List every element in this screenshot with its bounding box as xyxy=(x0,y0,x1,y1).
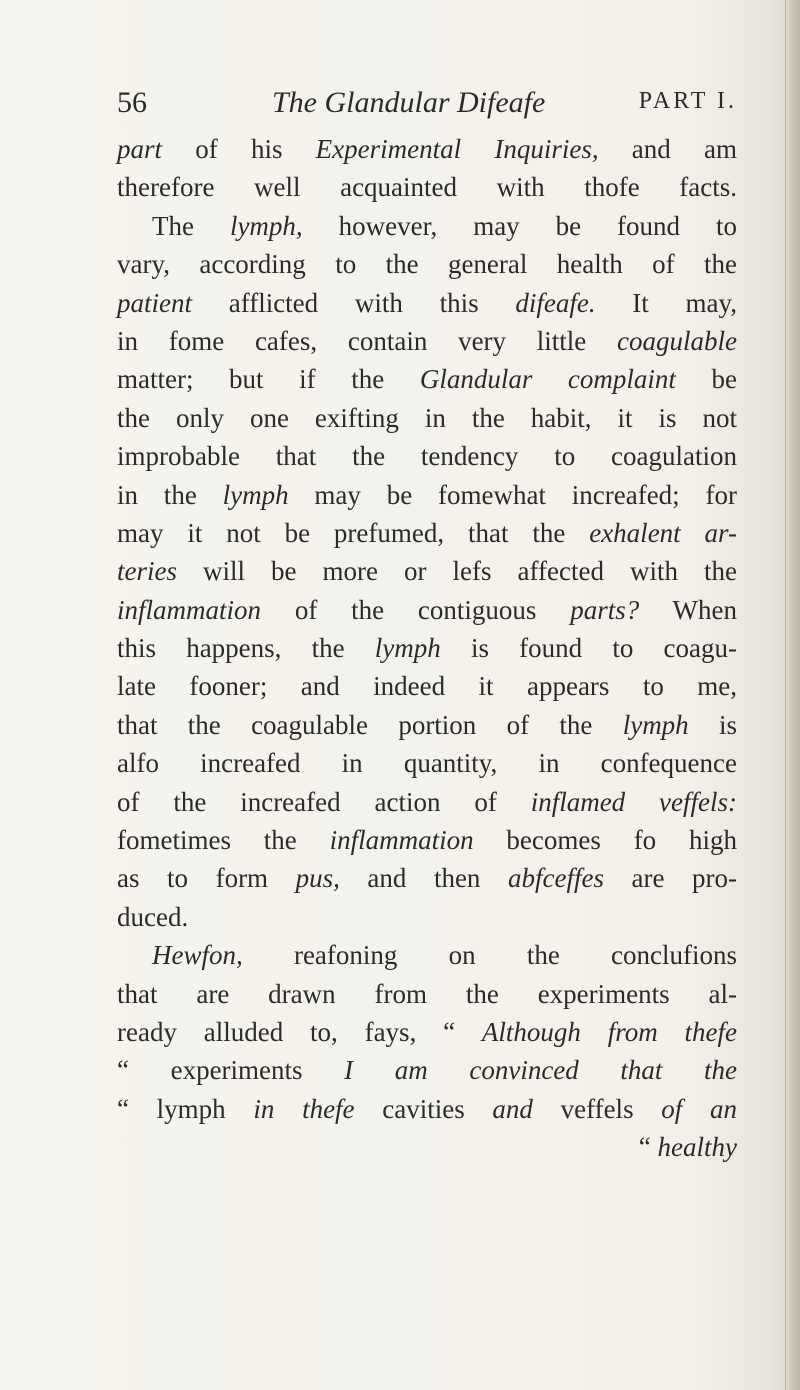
text-run: duced. xyxy=(117,901,189,932)
italic-run: abfceffes xyxy=(507,863,604,894)
italic-run: inflamed veffels: xyxy=(530,786,737,817)
text-line xyxy=(117,399,737,437)
text-line xyxy=(117,744,737,782)
text-run: that are drawn from the experiments al- xyxy=(117,978,737,1009)
text-run: When xyxy=(639,594,737,625)
text-run: ready alluded to, fays, “ xyxy=(117,1016,482,1047)
text-run: may it not be prefumed, that the xyxy=(117,517,590,548)
text-line xyxy=(117,284,737,322)
text-run: of the contiguous xyxy=(261,594,571,625)
text-line xyxy=(117,437,737,475)
text-run: “ experiments xyxy=(117,1055,345,1086)
text-line xyxy=(117,859,737,897)
text-line xyxy=(117,476,737,514)
body-text xyxy=(117,130,737,1167)
italic-run: I am convinced that the xyxy=(344,1055,737,1086)
italic-run: and xyxy=(492,1093,533,1124)
text-run: afflicted with this xyxy=(192,287,516,318)
italic-run: coagulable xyxy=(617,325,737,356)
text-run: veffels xyxy=(532,1093,662,1124)
italic-run: parts? xyxy=(570,594,640,625)
italic-run: Glandular complaint xyxy=(419,364,676,395)
text-line xyxy=(117,821,737,859)
running-title: The Glandular Difeafe xyxy=(272,86,546,119)
text-line xyxy=(117,514,737,552)
italic-run: lymph, xyxy=(229,210,303,241)
text-run: fometimes the xyxy=(117,825,330,856)
text-run: be xyxy=(675,364,737,395)
text-run: alfo increafed in quantity, in confequence xyxy=(117,748,737,779)
text-run: are pro- xyxy=(603,863,737,894)
text-run: late fooner; and indeed it appears to me, xyxy=(117,671,737,702)
text-line xyxy=(117,898,737,936)
text-run: that the coagulable portion of the xyxy=(117,709,623,740)
text-run: It may, xyxy=(595,287,737,318)
text-line xyxy=(117,591,737,629)
text-line xyxy=(117,130,737,168)
text-run: “ xyxy=(638,1132,658,1163)
italic-run: Experimental Inquiries, xyxy=(315,134,599,164)
italic-run: Hewfon, xyxy=(152,940,243,971)
italic-run: patient xyxy=(117,287,192,318)
text-line xyxy=(117,975,737,1013)
text-run: is found to coagu- xyxy=(440,633,737,664)
text-run: will be more or lefs affected with the xyxy=(177,556,737,587)
text-run: becomes fo high xyxy=(473,825,737,856)
text-run: this happens, the xyxy=(117,633,375,664)
text-line xyxy=(117,629,737,667)
italic-run: in thefe xyxy=(253,1093,355,1124)
italic-run: part xyxy=(117,134,163,164)
italic-run: exhalent ar- xyxy=(589,517,737,548)
text-run: The xyxy=(152,210,230,241)
italic-run: pus, xyxy=(295,863,340,894)
text-line xyxy=(117,360,737,398)
italic-run: Although from thefe xyxy=(481,1016,737,1047)
text-line xyxy=(117,1051,737,1089)
italic-run: inflammation xyxy=(117,594,262,625)
text-run: is xyxy=(688,709,737,740)
text-run: improbable that the tendency to coagulation xyxy=(117,441,737,472)
italic-run: lymph xyxy=(222,479,289,510)
italic-run: of an xyxy=(661,1093,737,1124)
text-run: therefore well acquainted with thofe facts. xyxy=(117,172,737,203)
text-run: “ lymph xyxy=(117,1093,254,1124)
text-line xyxy=(117,783,737,821)
book-spine xyxy=(786,0,800,1390)
text-line xyxy=(117,706,737,744)
page-number: 56 xyxy=(117,86,147,119)
text-run: cavities xyxy=(354,1093,493,1124)
text-run: and then xyxy=(339,863,508,894)
italic-run: lymph xyxy=(622,709,689,740)
text-run: however, may be found to xyxy=(302,210,737,241)
text-run: vary, according to the general health of the xyxy=(117,249,737,280)
text-run: and am xyxy=(598,134,737,164)
text-line xyxy=(117,1128,737,1166)
text-line xyxy=(117,207,737,245)
italic-run: inflammation xyxy=(329,825,474,856)
text-run: matter; but if the xyxy=(117,364,420,395)
italic-run: teries xyxy=(117,556,177,587)
text-line xyxy=(117,552,737,590)
text-line xyxy=(117,1090,737,1128)
text-run: the only one exifting in the habit, it is not xyxy=(117,402,737,433)
text-line xyxy=(117,245,737,283)
text-line xyxy=(117,322,737,360)
italic-run: lymph xyxy=(374,633,441,664)
text-run: may be fomewhat increafed; for xyxy=(288,479,737,510)
text-line xyxy=(117,1013,737,1051)
italic-run: healthy xyxy=(657,1132,737,1163)
part-label: PART I. xyxy=(638,88,737,114)
text-line xyxy=(117,667,737,705)
text-run: reafoning on the conclufions xyxy=(242,940,737,971)
text-run: in the xyxy=(117,479,223,510)
italic-run: difeafe. xyxy=(515,287,596,318)
text-run: as to form xyxy=(117,863,296,894)
text-run: of his xyxy=(162,134,316,164)
text-line xyxy=(117,168,737,206)
running-header xyxy=(117,86,737,126)
text-run: of the increafed action of xyxy=(117,786,531,817)
text-run: in fome cafes, contain very little xyxy=(117,325,618,356)
text-line xyxy=(117,936,737,974)
